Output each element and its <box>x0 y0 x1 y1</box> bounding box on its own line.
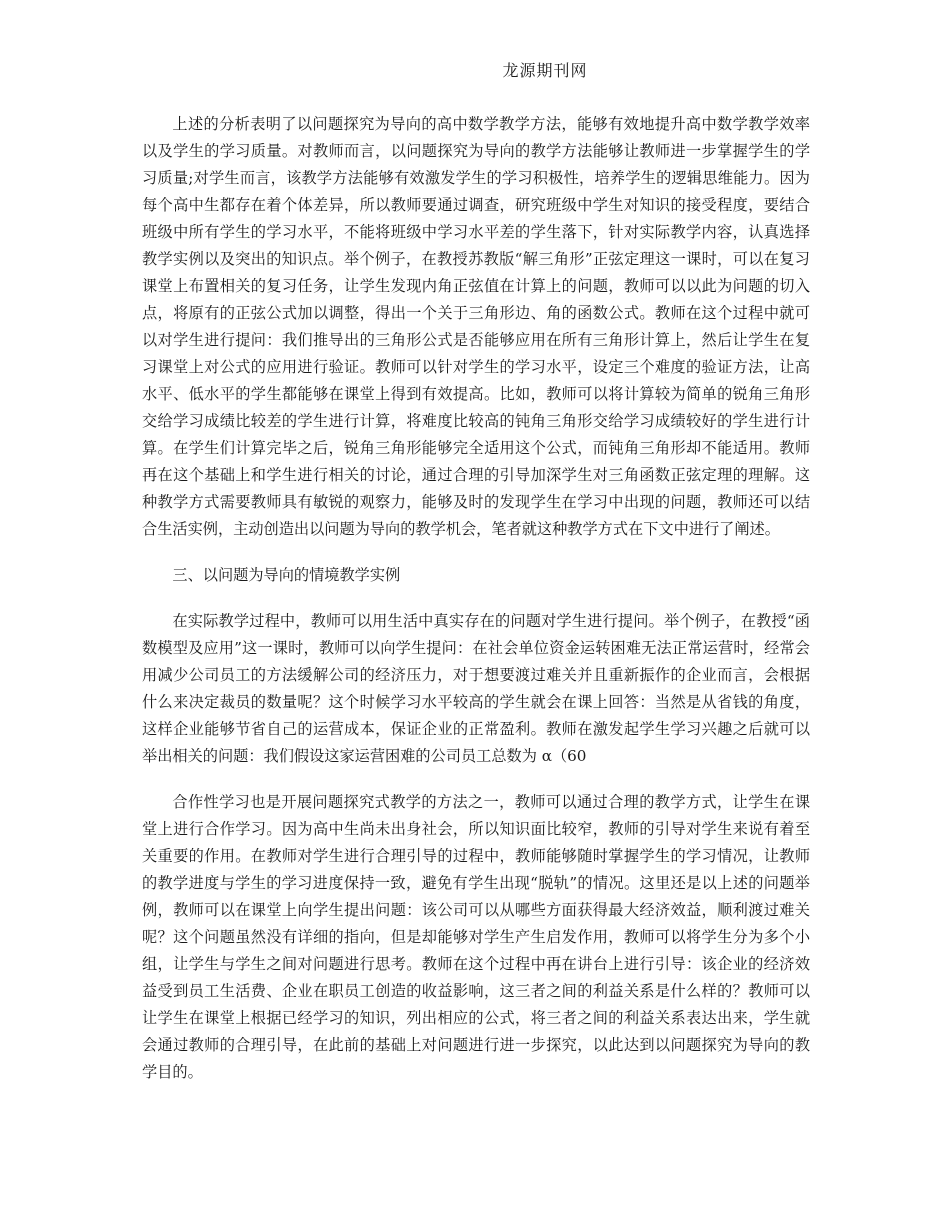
paragraph-cooperative: 合作性学习也是开展问题探究式教学的方法之一，教师可以通过合理的教学方式，让学生在课堂上进行合作学习。因为高中生尚未出身社会，所以知识面比较窄，教师的引导对学生来说有着至关重要的作用。在教师对学生进行合理引导的过程中，教师能够随时掌握学生的学习情况，让教师的教学进度与学生的学习进度保持一致，避免有学生出现“脱轨”的情况。这里还是以上述的问题举例，教师可以在课堂上向学生提出问题：该公司可以从哪些方面获得最大经济效益，顺利渡过难关呢？这个问题虽然没有详细的指向，但是却能够对学生产生启发作用，教师可以将学生分为多个小组，让学生与学生之间对问题进行思考。教师在这个过程中再在讲台上进行引导：该企业的经济效益受到员工生活费、企业在职员工创造的收益影响，这三者之间的利益关系是什么样的？教师可以让学生在课堂上根据已经学习的知识，列出相应的公式，将三者之间的利益关系表达出来，学生就会通过教师的合理引导，在此前的基础上对问题进行进一步探究，以此达到以问题探究为导向的教学目的。 <box>142 793 810 1081</box>
paragraph-example: 在实际教学过程中，教师可以用生活中真实存在的问题对学生进行提问。举个例子，在教授“函数模型及应用”这一课时，教师可以向学生提问：在社会单位资金运转困难无法正常运营时，经常会用减少公司员工的方法缓解公司的经济压力，对于想要渡过难关并且重新振作的企业而言，会根据什么来决定裁员的数量呢？这个时候学习水平较高的学生就会在课上回答：当然是从省钱的角度，这样企业能够节省自己的运营成本，保证企业的正常盈利。教师在激发起学生学习兴趣之后就可以举出相关的问题：我们假设这家运营困难的公司员工总数为 α（60 <box>142 612 810 765</box>
section-heading: 三、以问题为导向的情境教学实例 <box>172 566 401 584</box>
article-body <box>142 111 810 1086</box>
paragraph-analysis: 上述的分析表明了以问题探究为导向的高中数学教学方法，能够有效地提升高中数学教学效率以及学生的学习质量。对教师而言，以问题探究为导向的教学方法能够让教师进一步掌握学生的学习质量;对学生而言，该教学方法能够有效激发学生的学习积极性，培养学生的逻辑思维能力。因为每个高中生都存在着个体差异，所以教师要通过调查，研究班级中学生对知识的接受程度，要结合班级中所有学生的学习水平，不能将班级中学习水平差的学生落下，针对实际教学内容，认真选择教学实例以及突出的知识点。举个例子，在教授苏教版“解三角形”正弦定理这一课时，可以在复习课堂上布置相关的复习任务，让学生发现内角正弦值在计算上的问题，教师可以以此为问题的切入点，将原有的正弦公式加以调整，得出一个关于三角形边、角的函数公式。教师在这个过程中就可以对学生进行提问：我们推导出的三角形公式是否能够应用在所有三角形计算上，然后让学生在复习课堂上对公式的应用进行验证。教师可以针对学生的学习水平，设定三个难度的验证方法，让高水平、低水平的学生都能够在课堂上得到有效提高。比如，教师可以将计算较为简单的锐角三角形交给学习成绩比较差的学生进行计算，将难度比较高的钝角三角形交给学习成绩较好的学生进行计算。在学生们计算完毕之后，锐角三角形能够完全适用这个公式，而钝角三角形却不能适用。教师再在这个基础上和学生进行相关的讨论，通过合理的引导加深学生对三角函数正弦定理的理解。这种教学方式需要教师具有敏锐的观察力，能够及时的发现学生在学习中出现的问题，教师还可以结合生活实例，主动创造出以问题为导向的教学机会，笔者就这种教学方式在下文中进行了阐述。 <box>142 115 810 538</box>
site-header: 龙源期刊网 <box>502 61 588 80</box>
